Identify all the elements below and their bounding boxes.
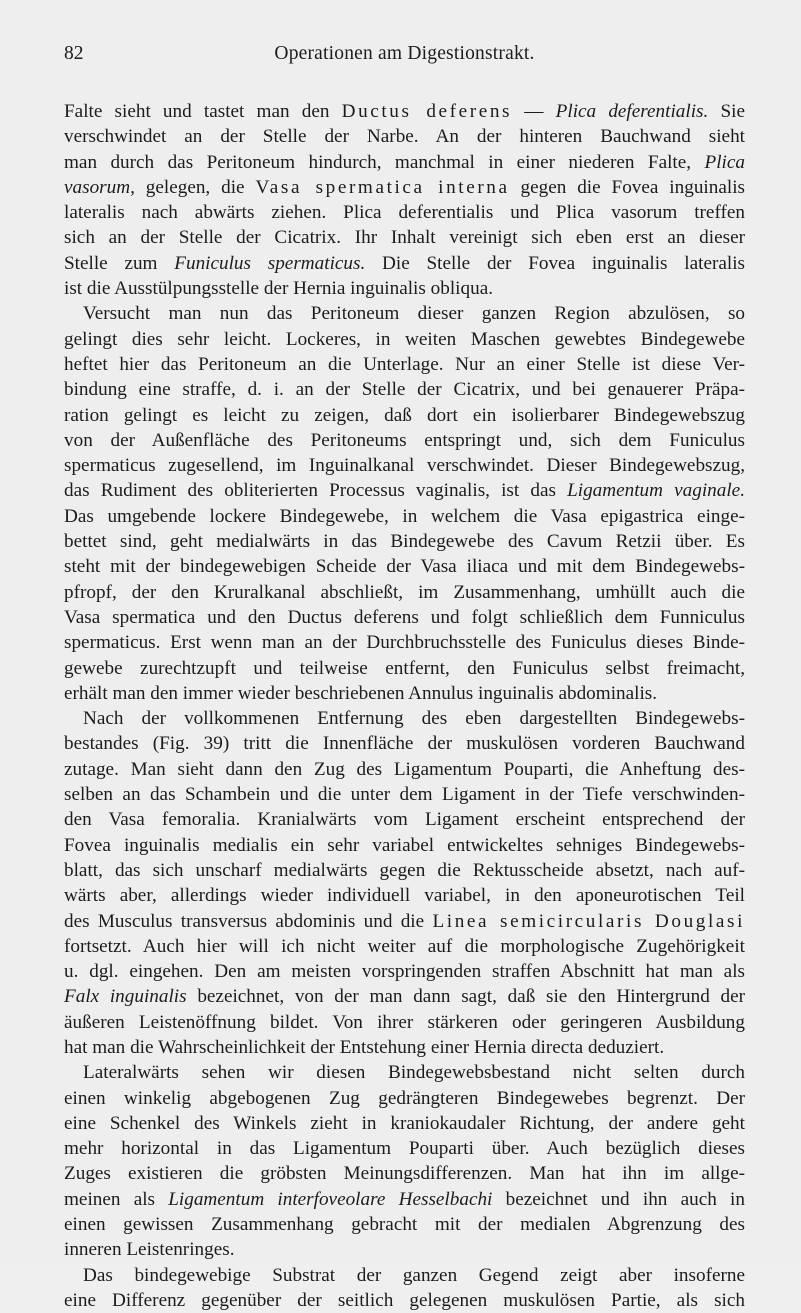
text-line (64, 706, 745, 731)
text-line (64, 377, 745, 402)
italic-term: Ligamentum vaginale. (567, 480, 745, 502)
text-segment: Vasa spermatica und den Ductus deferens und folgt schließlich dem Funniculus (64, 606, 745, 628)
text-line (64, 580, 745, 605)
text-segment: einen winkelig abgebogenen Zug gedrängteren Bindegewebes begrenzt. Der (64, 1087, 745, 1109)
text-segment: ist die Ausstülpungsstelle der Hernia inguinalis obliqua. (64, 278, 494, 300)
text-segment: spermaticus. Erst wenn man an der Durchbruchsstelle des Funiculus dieses Binde- (64, 632, 745, 654)
text-line (64, 984, 745, 1009)
text-line (64, 1161, 745, 1186)
text-segment: des Musculus transversus abdominis und die (64, 910, 433, 932)
text-line (64, 124, 745, 149)
text-line (64, 605, 745, 630)
text-line (64, 403, 745, 428)
text-segment: verschwindet an der Stelle der Narbe. An der hinteren Bauchwand sieht (64, 126, 745, 148)
text-segment: eine Schenkel des Winkels zieht in kraniokaudaler Richtung, der andere geht (64, 1112, 745, 1134)
text-segment: inneren Leistenringes. (64, 1239, 235, 1261)
text-segment: gelingt dies sehr leicht. Lockeres, in weiten Maschen gewebtes Bindegewebe (64, 328, 745, 350)
text-line (64, 327, 745, 352)
text-line (64, 175, 745, 200)
text-segment: sich an der Stelle der Cicatrix. Ihr Inhalt vereinigt sich eben erst an dieser (64, 227, 745, 249)
text-segment: heftet hier das Peritoneum an die Unterlage. Nur an einer Stelle ist diese Ver- (64, 353, 745, 375)
text-segment: — (512, 101, 556, 122)
text-line (64, 731, 745, 756)
text-segment: bezeichnet und ihn auch in (492, 1188, 745, 1210)
text-segment: Zuges existieren die gröbsten Meinungsdifferenzen. Man hat ihn im allge- (64, 1163, 745, 1185)
text-segment: gelegen, die (134, 176, 256, 198)
text-line (64, 630, 745, 655)
text-line (64, 504, 745, 529)
text-segment: selben an das Schambein und die unter dem Ligament in der Tiefe verschwinden- (64, 784, 745, 806)
text-segment: eine Differenz gegenüber der seitlich gelegenen muskulösen Partie, als sich (64, 1289, 745, 1311)
text-segment: ration gelingt es leicht zu zeigen, daß dort ein isolierbarer Bindegewebszug (64, 404, 745, 426)
italic-term: Plica deferentialis. (555, 101, 709, 122)
spaced-term: Ductus deferens (341, 101, 513, 122)
text-line (64, 1111, 745, 1136)
italic-term: Plica (704, 151, 745, 173)
italic-term: Falx inguinalis (64, 986, 187, 1008)
italic-term: Funiculus spermaticus. (174, 252, 366, 274)
text-line (64, 529, 745, 554)
text-line (64, 656, 745, 681)
text-line (64, 807, 745, 832)
italic-term: Ligamentum interfoveolare Hesselbachi (168, 1188, 493, 1210)
text-segment: meinen als (64, 1188, 169, 1210)
page-header (64, 43, 745, 71)
text-line (64, 858, 745, 883)
text-segment: Lateralwärts sehen wir diesen Bindegewebsbestand nicht selten durch (83, 1062, 745, 1084)
text-segment: Die Stelle der Fovea inguinalis lateralis (365, 252, 746, 274)
text-line (64, 1060, 745, 1085)
text-segment: bezeichnet, von der man dann sagt, daß sie den Hintergrund der (186, 986, 745, 1008)
text-line (64, 200, 745, 225)
body-text (64, 99, 745, 1313)
text-segment: erhält man den immer wieder beschriebenen Annulus inguinalis abdominalis. (64, 682, 658, 704)
text-line (64, 782, 745, 807)
text-segment: Das umgebende lockere Bindegewebe, in welchem die Vasa epigastrica einge- (64, 505, 745, 527)
text-line (64, 1263, 745, 1288)
text-segment: pfropf, der den Kruralkanal abschließt, im Zusammenhang, umhüllt auch die (64, 581, 745, 603)
text-segment: steht mit der bindegewebigen Scheide der Vasa iliaca und mit dem Bindegewebs- (64, 556, 745, 578)
text-segment: einen gewissen Zusammenhang gebracht mit der medialen Abgrenzung des (64, 1214, 745, 1236)
text-line (64, 1086, 745, 1111)
text-segment: Stelle zum (64, 252, 175, 274)
text-segment: Nach der vollkommenen Entfernung des eben dargestellten Bindegewebs- (83, 708, 745, 730)
text-segment: Das bindegewebige Substrat der ganzen Gegend zeigt aber insoferne (83, 1264, 745, 1286)
text-line (64, 1136, 745, 1161)
text-line (64, 1187, 745, 1212)
text-line (64, 1288, 745, 1313)
text-segment: von der Außenfläche des Peritoneums entspringt und, sich dem Funiculus (64, 429, 745, 451)
text-line (64, 833, 745, 858)
text-segment: Falte sieht und tastet man den (64, 101, 342, 122)
text-line (64, 959, 745, 984)
text-segment: hat man die Wahrscheinlichkeit der Entstehung einer Hernia directa deduziert. (64, 1036, 665, 1058)
text-segment: bindung eine straffe, d. i. an der Stelle der Cicatrix, und bei genauerer Präpa- (64, 379, 745, 401)
text-line (64, 453, 745, 478)
text-line (64, 757, 745, 782)
text-line (64, 301, 745, 326)
text-line (64, 1035, 745, 1060)
text-line (64, 428, 745, 453)
text-segment: den Vasa femoralia. Kranialwärts vom Ligament erscheint entsprechend der (64, 809, 745, 831)
text-segment: mehr horizontal in das Ligamentum Pouparti über. Auch bezüglich dieses (64, 1138, 745, 1160)
text-line (64, 150, 745, 175)
text-segment: lateralis nach abwärts ziehen. Plica deferentialis und Plica vasorum treffen (64, 202, 745, 224)
text-segment: man durch das Peritoneum hindurch, manchmal in einer niederen Falte, (64, 151, 705, 173)
text-line (64, 251, 745, 276)
text-segment: Sie (708, 101, 746, 122)
text-line (64, 909, 745, 934)
text-line (64, 225, 745, 250)
text-segment: Fovea inguinalis medialis ein sehr variabel entwickeltes sehniges Bindegewebs- (64, 834, 745, 856)
spaced-term: Linea semicircularis Douglasi (432, 910, 745, 932)
text-segment: blatt, das sich unscharf medialwärts gegen die Rektusscheide absetzt, nach auf- (64, 859, 745, 881)
running-title: Operationen am Digestionstrakt. (274, 43, 535, 64)
text-line (64, 883, 745, 908)
text-line (64, 276, 745, 301)
text-line (64, 352, 745, 377)
text-line (64, 934, 745, 959)
text-segment: wärts aber, allerdings wieder individuell variabel, in den aponeurotischen Teil (64, 885, 745, 907)
text-segment: gegen die Fovea inguinalis (509, 176, 745, 198)
text-line (64, 554, 745, 579)
text-segment: gewebe zurechtzupft und teilweise entfernt, den Funiculus selbst freimacht, (64, 657, 745, 679)
text-segment: fortsetzt. Auch hier will ich nicht weiter auf die morphologische Zugehörigkeit (64, 935, 745, 957)
text-line (64, 1010, 745, 1035)
text-segment: zutage. Man sieht dann den Zug des Ligamentum Pouparti, die Anheftung des- (64, 758, 745, 780)
text-segment: äußeren Leistenöffnung bildet. Von ihrer stärkeren oder geringeren Ausbildung (64, 1011, 745, 1033)
text-segment: bestandes (Fig. 39) tritt die Innenfläche der muskulösen vorderen Bauchwand (64, 733, 745, 755)
text-segment: u. dgl. eingehen. Den am meisten vorspringenden straffen Abschnitt hat man als (64, 961, 745, 983)
text-line (64, 1212, 745, 1237)
italic-term: vasorum, (64, 176, 135, 198)
text-line (64, 478, 745, 503)
text-line (64, 1237, 745, 1262)
text-line (64, 99, 745, 124)
spaced-term: Vasa spermatica interna (255, 176, 510, 198)
text-segment: bettet sind, geht medialwärts in das Bindegewebe des Cavum Retzii über. Es (64, 531, 745, 553)
text-segment: Versucht man nun das Peritoneum dieser ganzen Region abzulösen, so (83, 303, 745, 325)
text-line (64, 681, 745, 706)
text-segment: spermaticus zugesellend, im Inguinalkanal verschwindet. Dieser Bindegewebszug, (64, 455, 745, 477)
page-number: 82 (64, 43, 84, 64)
text-segment: das Rudiment des obliterierten Processus vaginalis, ist das (64, 480, 568, 502)
